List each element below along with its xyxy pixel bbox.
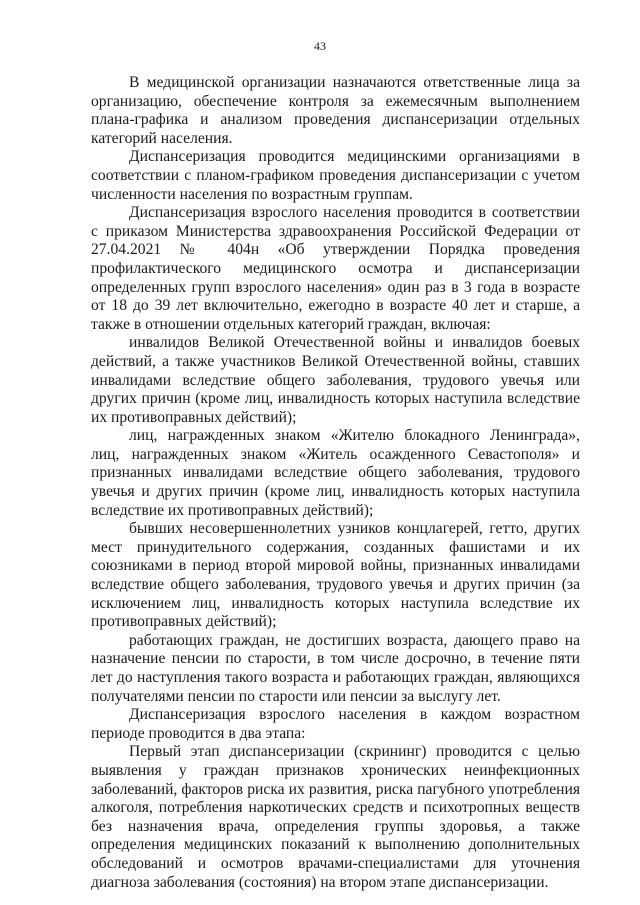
list-item-working-citizens: работающих граждан, не достигших возраста, дающего право на назначение пенсии по старости, в том числе досрочно, в течение пяти лет до наступления такого возраста и работающих граждан, являющихся получателями пенсии по старости или пенсии за выслугу лет. <box>91 631 580 705</box>
paragraph-first-stage: Первый этап диспансеризации (скрининг) проводится с целью выявления у граждан признаков хронических неинфекционных заболеваний, факторов риска их развития, риска пагубного употребления алкоголя, потребления наркотических средств и психотропных веществ без назначения врача, определения группы здоровья, а также определения медицинских показаний к выполнению дополнительных обследований и осмотров врачами-специалистами для уточнения диагноза заболевания (состояния) на втором этапе диспансеризации. <box>91 743 580 891</box>
list-item-leningrad-sevastopol: лиц, награжденных знаком «Жителю блокадного Ленинграда», лиц, награжденных знаком «Житель осажденного Севастополя» и признанных инвалидами вследствие общего заболевания, трудового увечья и других причин (кроме лиц, инвалидность которых наступила вследствие их противоправных действий); <box>91 427 580 519</box>
document-body <box>91 74 580 892</box>
paragraph-two-stages: Диспансеризация взрослого населения в каждом возрастном периоде проводится в два этапа: <box>91 706 580 742</box>
list-item-war-invalids: инвалидов Великой Отечественной войны и инвалидов боевых действий, а также участников Великой Отечественной войны, ставших инвалидами вследствие общего заболевания, трудового увечья или других причин (кроме лиц, инвалидность которых наступила вследствие их противоправных действий); <box>91 334 580 426</box>
paragraph-order-reference: Диспансеризация взрослого населения проводится в соответствии с приказом Министерства здравоохранения Российской Федерации от 27.04.2021 № 404н «Об утверждении Порядка проведения профилактического медицинского осмотра и диспансеризации определенных групп взрослого населения» один раз в 3 года в возрасте от 18 до 39 лет включительно, ежегодно в возрасте 40 лет и старше, а также в отношении отдельных категорий граждан, включая: <box>91 204 580 333</box>
paragraph-schedule: Диспансеризация проводится медицинскими организациями в соответствии с планом-графиком проведения диспансеризации с учетом численности населения по возрастным группам. <box>91 148 580 203</box>
paragraph-responsible-persons: В медицинской организации назначаются ответственные лица за организацию, обеспечение контроля за ежемесячным выполнением плана-графика и анализом проведения диспансеризации отдельных категорий населения. <box>91 74 580 147</box>
list-item-former-prisoners: бывших несовершеннолетних узников концлагерей, гетто, других мест принудительного содержания, созданных фашистами и их союзниками в период второй мировой войны, признанных инвалидами вследствие общего заболевания, трудового увечья и других причин (за исключением лиц, инвалидность которых наступила вследствие их противоправных действий); <box>91 520 580 631</box>
page-number: 43 <box>314 39 326 53</box>
